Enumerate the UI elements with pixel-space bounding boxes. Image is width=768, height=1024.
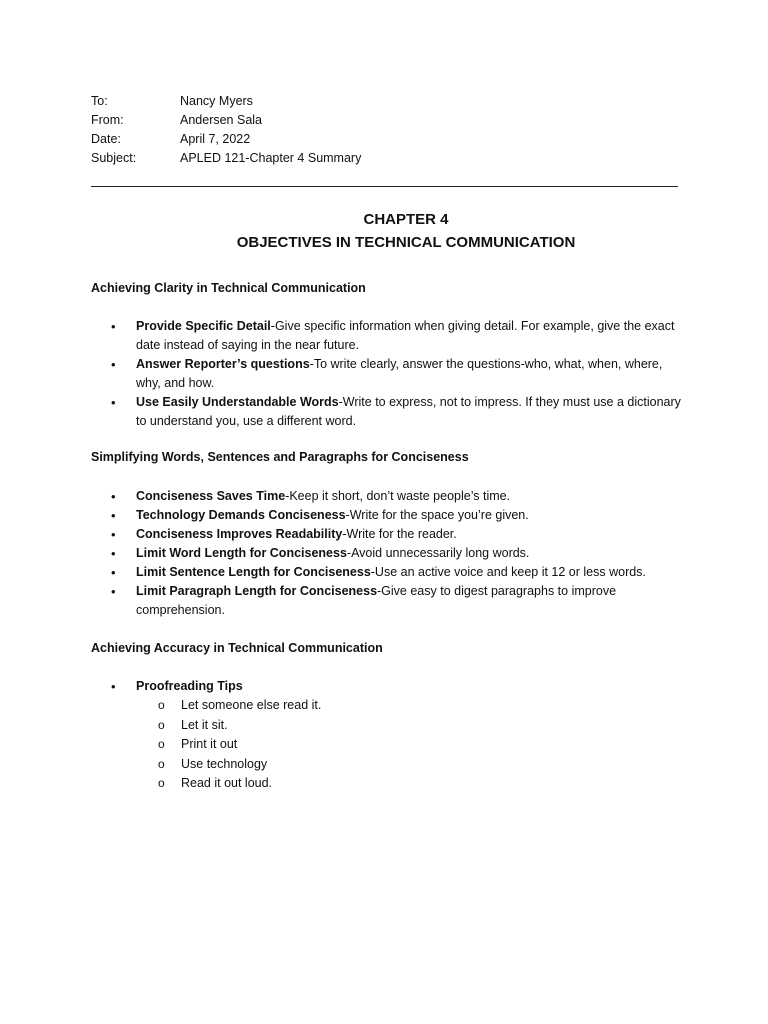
chapter-subtitle: OBJECTIVES IN TECHNICAL COMMUNICATION [236, 234, 576, 251]
proofreading-sublist [136, 696, 681, 794]
list-item-text: -Use an active voice and keep it 12 or less words. [370, 565, 646, 579]
list-item-text: -Give specific information when giving detail. For example, give the exact date instead of saying in the near future. [136, 319, 675, 352]
sublist-item: o Print it out [136, 735, 681, 755]
list-item-text: -Avoid unnecessarily long words. [346, 546, 530, 560]
memo-to-row [91, 92, 681, 111]
document-title [91, 208, 721, 254]
list-item-term: Limit Paragraph Length for Conciseness [136, 584, 378, 598]
list-item-term: Use Easily Understandable Words [136, 395, 339, 409]
memo-subject-row [91, 149, 681, 168]
list-item-term: Answer Reporter’s questions [136, 357, 310, 371]
list-item [91, 355, 681, 393]
list-item-term: Limit Sentence Length for Conciseness [136, 565, 371, 579]
conciseness-list [91, 487, 681, 620]
accuracy-list [91, 677, 681, 794]
list-item [91, 317, 681, 355]
list-item [91, 544, 681, 563]
list-item-text: -Give easy to digest paragraphs to improve comprehension. [136, 584, 617, 617]
list-item-term: Limit Word Length for Conciseness [136, 546, 347, 560]
memo-from-label: From: [91, 113, 124, 127]
memo-to-label: To: [91, 94, 108, 108]
list-item [91, 487, 681, 506]
memo-from-value: Andersen Sala [180, 113, 263, 127]
clarity-list [91, 317, 681, 431]
memo-from-row [91, 111, 681, 130]
list-item-term: Provide Specific Detail [136, 319, 271, 333]
sublist-item: o Read it out loud. [136, 774, 681, 794]
sublist-item: o Let someone else read it. [136, 696, 681, 716]
memo-subject-label: Subject: [91, 151, 137, 165]
chapter-title: CHAPTER 4 [363, 211, 449, 228]
list-item-term: Technology Demands Conciseness [136, 508, 346, 522]
list-item-text: -Write for the space you’re given. [345, 508, 529, 522]
list-item [91, 393, 681, 431]
sublist-item: o Let it sit. [136, 716, 681, 736]
memo-subject-value: APLED 121-Chapter 4 Summary [180, 151, 362, 165]
list-item [91, 525, 681, 544]
list-item [91, 506, 681, 525]
list-item-text: -Write to express, not to impress. If they must use a dictionary to understand you, use a different word. [136, 395, 681, 428]
header-divider [91, 186, 678, 187]
section-heading-accuracy: Achieving Accuracy in Technical Communication [91, 641, 383, 655]
memo-date-value: April 7, 2022 [180, 132, 251, 146]
memo-date-row [91, 130, 681, 149]
memo-to-value: Nancy Myers [180, 94, 253, 108]
memo-date-label: Date: [91, 132, 121, 146]
list-item [91, 563, 681, 582]
list-item-text: -Keep it short, don’t waste people’s time. [285, 489, 511, 503]
list-item-term: Proofreading Tips [136, 679, 243, 693]
list-item-text: -Write for the reader. [342, 527, 457, 541]
memo-header [91, 92, 681, 168]
sublist-item: o Use technology [136, 755, 681, 775]
section-heading-conciseness: Simplifying Words, Sentences and Paragraphs for Conciseness [91, 450, 469, 464]
list-item [91, 582, 681, 620]
list-item-term: Conciseness Saves Time [136, 489, 286, 503]
list-item-text: -To write clearly, answer the questions-who, what, when, where, why, and how. [136, 357, 663, 390]
list-item-term: Conciseness Improves Readability [136, 527, 343, 541]
section-heading-clarity: Achieving Clarity in Technical Communication [91, 281, 366, 295]
list-item [91, 677, 681, 794]
